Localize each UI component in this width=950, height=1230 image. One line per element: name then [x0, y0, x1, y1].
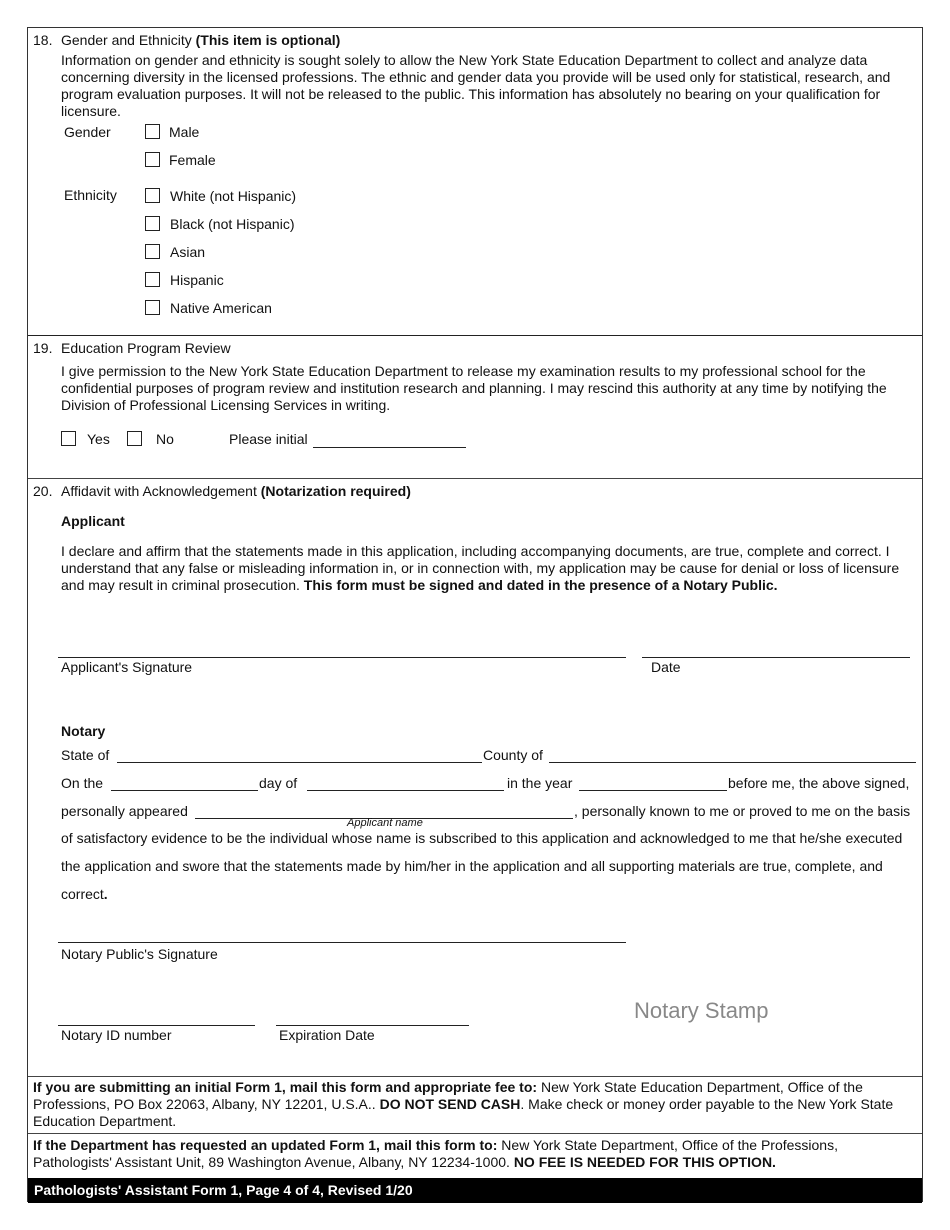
expiration-date-label: Expiration Date	[279, 1027, 375, 1043]
section-18-gender-ethnicity	[28, 28, 922, 336]
ethnicity-asian-label: Asian	[170, 244, 206, 260]
ethnicity-black-checkbox[interactable]	[145, 216, 160, 231]
date-label: Date	[651, 659, 681, 675]
review-yes-label: Yes	[87, 431, 110, 447]
personally-appeared-label: personally appeared	[61, 803, 188, 819]
section-number: 19.	[33, 340, 53, 356]
section-19-education-review	[28, 336, 922, 479]
initial-label: Please initial	[229, 431, 308, 447]
declaration-text: I declare and affirm that the statements made in this application, including accompanying documents, are true, complete and correct. I understand that any false or misleading information in, or in connection with, my application may be cause for denial or loss of licensure and may result in criminal prosecution. This form must be signed and dated in the presence of a Notary Public.	[61, 543, 900, 593]
gender-male-checkbox[interactable]	[145, 124, 160, 139]
notary-id-line[interactable]	[58, 1025, 255, 1026]
mailing-update-instructions	[28, 1134, 922, 1178]
review-yes-checkbox[interactable]	[61, 431, 76, 446]
section-title: Gender and Ethnicity (This item is optional)	[61, 32, 341, 48]
notary-id-label: Notary ID number	[61, 1027, 172, 1043]
gender-female-checkbox[interactable]	[145, 152, 160, 167]
personally-known-text: , personally known to me or proved to me on the basis	[574, 803, 911, 819]
page-footer: Pathologists' Assistant Form 1, Page 4 of 4, Revised 1/20	[28, 1178, 922, 1203]
county-input-line[interactable]	[549, 762, 916, 763]
section-title: Affidavit with Acknowledgement (Notarization required)	[61, 483, 411, 499]
date-line[interactable]	[642, 657, 910, 658]
gender-male-label: Male	[169, 124, 200, 140]
review-no-label: No	[156, 431, 174, 447]
ethnicity-asian-checkbox[interactable]	[145, 244, 160, 259]
notary-signature-line[interactable]	[58, 942, 626, 943]
form-page	[27, 27, 923, 1202]
section-20-affidavit	[28, 479, 922, 1077]
gender-label: Gender	[64, 124, 111, 140]
county-of-label: County of	[483, 747, 543, 763]
section-description: Information on gender and ethnicity is sought solely to allow the New York State Education Department to collect and analyze data concerning diversity in the licensed professions. The ethnic and gender data you provide will be used only for statistical, research, and program evaluation purposes. It will not be released to the public. This information has absolutely no bearing on your qualification for licensure.	[61, 52, 891, 119]
ethnicity-white-checkbox[interactable]	[145, 188, 160, 203]
month-input-line[interactable]	[307, 790, 504, 791]
year-input-line[interactable]	[579, 790, 727, 791]
ethnicity-black-label: Black (not Hispanic)	[170, 216, 295, 232]
ethnicity-hispanic-checkbox[interactable]	[145, 272, 160, 287]
section-number: 20.	[33, 483, 53, 499]
notary-signature-label: Notary Public's Signature	[61, 946, 218, 962]
ethnicity-hispanic-label: Hispanic	[170, 272, 224, 288]
day-input-line[interactable]	[111, 790, 258, 791]
section-text: I give permission to the New York State Education Department to release my examination results to my professional school for the confidential purposes of program review and institution research and planning. I may rescind this authority at any time by notifying the Division of Professional Licensing Services in writing.	[61, 363, 887, 413]
initial-input-line[interactable]	[313, 447, 466, 448]
expiration-date-line[interactable]	[276, 1025, 469, 1026]
gender-female-label: Female	[169, 152, 216, 168]
notary-stamp-placeholder: Notary Stamp	[634, 998, 769, 1023]
ethnicity-native-american-checkbox[interactable]	[145, 300, 160, 315]
ethnicity-native-american-label: Native American	[170, 300, 272, 316]
acknowledgement-line-2: the application and swore that the statements made by him/her in the application and all supporting materials are true, complete, and	[61, 858, 883, 874]
applicant-heading: Applicant	[61, 513, 125, 529]
applicant-name-caption: Applicant name	[347, 817, 423, 829]
day-of-label: day of	[259, 775, 298, 791]
mailing-update-text: If the Department has requested an updated Form 1, mail this form to: New York State Department, Office of the Professions, Pathologists' Assistant Unit, 89 Washington Avenue, Albany, NY 12234-1000. NO FEE IS NEEDED FOR THIS OPTION.	[33, 1137, 838, 1170]
notary-heading: Notary	[61, 723, 106, 739]
mailing-initial-instructions	[28, 1077, 922, 1134]
acknowledgement-line-3: correct.	[61, 886, 108, 902]
review-no-checkbox[interactable]	[127, 431, 142, 446]
ethnicity-label: Ethnicity	[64, 187, 117, 203]
applicant-signature-line[interactable]	[58, 657, 626, 658]
ethnicity-white-label: White (not Hispanic)	[170, 188, 297, 204]
acknowledgement-line-1: of satisfactory evidence to be the individual whose name is subscribed to this application and acknowledged to me that he/she executed	[61, 830, 903, 846]
section-title: Education Program Review	[61, 340, 231, 356]
mailing-initial-text: If you are submitting an initial Form 1, mail this form and appropriate fee to: New York State Education Department, Office of the Professions, PO Box 22063, Albany, NY 12201, U.S.A.. DO NOT SEND CASH. Make check or money order payable to the New York State Education Department.	[33, 1079, 894, 1129]
section-number: 18.	[33, 32, 53, 48]
in-the-year-label: in the year	[507, 775, 573, 791]
on-the-label: On the	[61, 775, 104, 791]
state-of-label: State of	[61, 747, 110, 763]
applicant-signature-label: Applicant's Signature	[61, 659, 193, 675]
state-input-line[interactable]	[117, 762, 482, 763]
before-me-label: before me, the above signed,	[728, 775, 910, 791]
